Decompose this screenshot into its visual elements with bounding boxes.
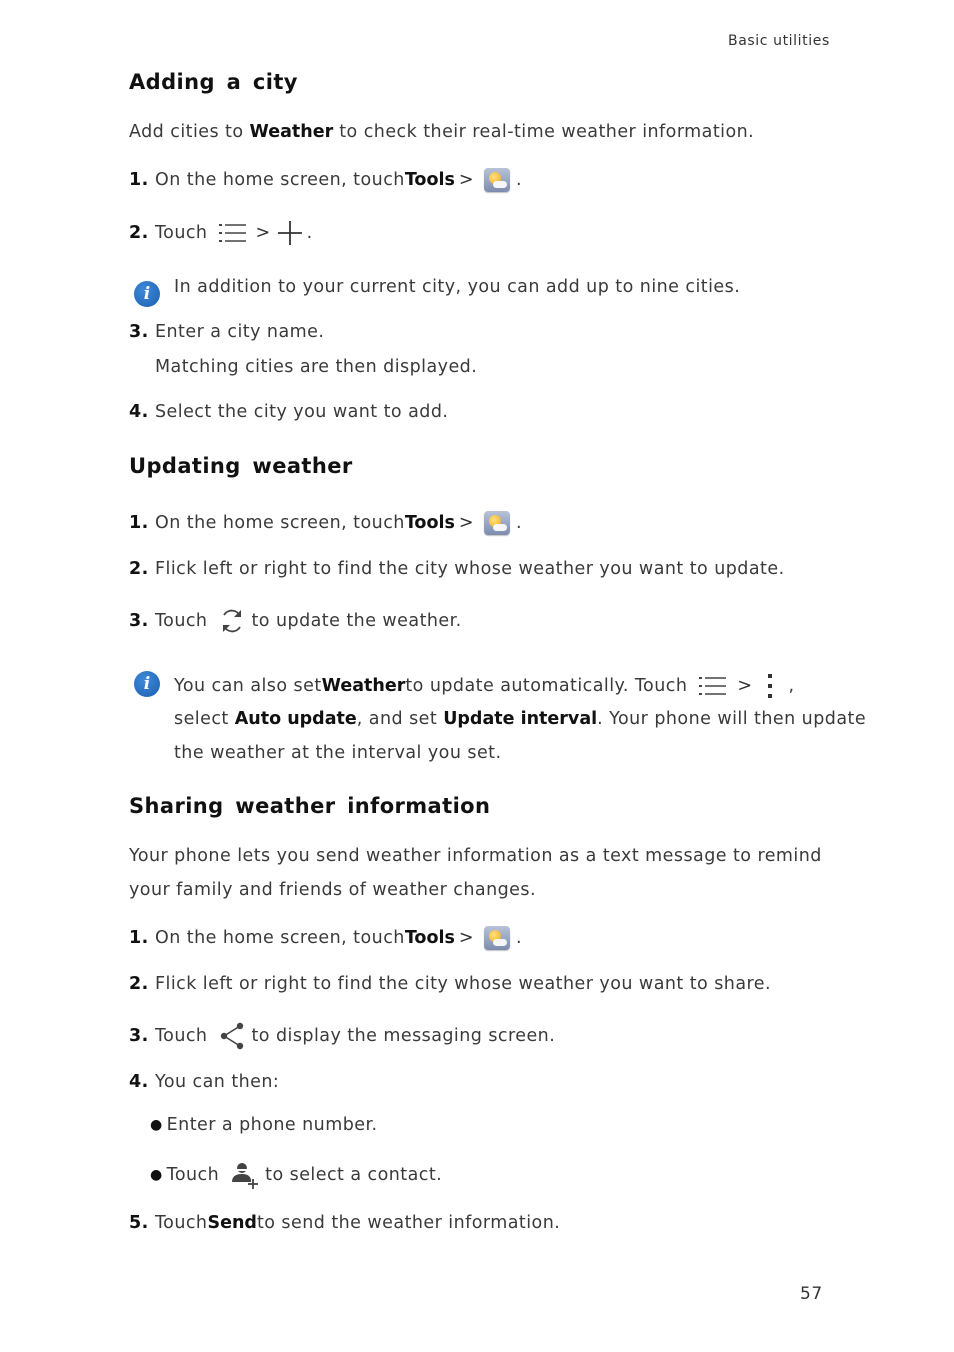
add-contact-icon[interactable]	[231, 1161, 259, 1189]
weather-app-name: Weather	[249, 122, 334, 142]
sharing-step-3: 3. Touch to display the messaging screen.	[129, 1022, 555, 1050]
adding-step-3-sub: Matching cities are then displayed.	[155, 357, 478, 377]
updating-step-3: 3. Touch to update the weather.	[129, 607, 462, 635]
updating-note-line-1: You can also set Weather to update automatically. Touch > ,	[174, 673, 795, 699]
sharing-intro-line-1: Your phone lets you send weather information as a text message to remind	[129, 846, 822, 866]
adding-step-1: 1. On the home screen, touch Tools > .	[129, 170, 523, 190]
sharing-step-4: 4. You can then:	[129, 1072, 280, 1092]
sharing-bullet-1: ● Enter a phone number.	[150, 1115, 378, 1135]
weather-app-icon[interactable]	[484, 168, 510, 192]
adding-intro: Add cities to Weather to check their real-time weather information.	[129, 122, 755, 142]
more-vertical-icon[interactable]	[766, 673, 774, 699]
updating-step-2: 2. Flick left or right to find the city whose weather you want to update.	[129, 559, 785, 579]
weather-app-icon[interactable]	[484, 511, 510, 535]
sharing-step-1: 1. On the home screen, touch Tools > .	[129, 928, 523, 948]
updating-note-line-3: the weather at the interval you set.	[174, 743, 502, 763]
running-header: Basic utilities	[728, 33, 830, 49]
updating-step-1: 1. On the home screen, touch Tools > .	[129, 513, 523, 533]
adding-note: In addition to your current city, you can add up to nine cities.	[174, 277, 741, 297]
page-number: 57	[800, 1284, 823, 1304]
sharing-bullet-2: ● Touch to select a contact.	[150, 1161, 442, 1189]
menu-list-icon[interactable]	[219, 222, 247, 244]
adding-step-4: 4. Select the city you want to add.	[129, 402, 449, 422]
heading-updating-weather: Updating weather	[129, 454, 353, 478]
updating-note-line-2: select Auto update, and set Update interval. Your phone will then update	[174, 709, 867, 729]
share-icon[interactable]	[219, 1022, 245, 1050]
menu-list-icon[interactable]	[699, 675, 727, 697]
plus-icon[interactable]	[277, 220, 303, 246]
info-icon: i	[134, 671, 160, 697]
sharing-step-5: 5. Touch Send to send the weather information.	[129, 1213, 561, 1233]
refresh-icon[interactable]	[219, 607, 245, 635]
heading-adding-city: Adding a city	[129, 70, 298, 94]
info-icon: i	[134, 281, 160, 307]
sharing-intro-line-2: your family and friends of weather changes.	[129, 880, 536, 900]
adding-step-2: 2. Touch > .	[129, 220, 313, 246]
sharing-step-2: 2. Flick left or right to find the city whose weather you want to share.	[129, 974, 771, 994]
adding-step-3: 3. Enter a city name.	[129, 322, 325, 342]
heading-sharing-weather: Sharing weather information	[129, 794, 491, 818]
weather-app-icon[interactable]	[484, 926, 510, 950]
